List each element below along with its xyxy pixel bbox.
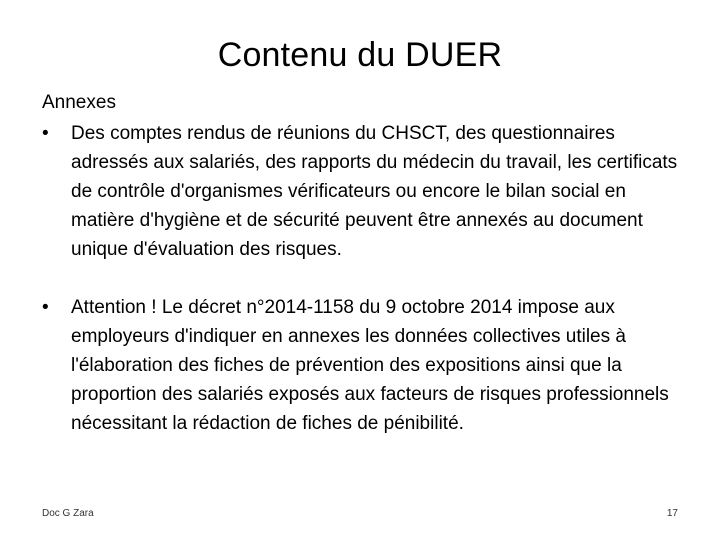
bullet-marker: •: [42, 297, 49, 318]
bullet-text: Des comptes rendus de réunions du CHSCT, des questionnaires adressés aux salariés, des rapports du médecin du travail, les certificats de contrôle d'organismes vérificateurs ou encore le bilan social en matière d'hygiène et de sécurité peuvent être annexés au document unique d'évaluation des risques.: [71, 123, 678, 260]
bullet-item: [42, 293, 692, 438]
bullet-item: [42, 119, 692, 264]
section-heading: Annexes: [42, 92, 116, 113]
page-number: 17: [666, 508, 678, 519]
footer-author: Doc G Zara: [42, 508, 94, 519]
slide-content: [42, 88, 692, 438]
bullet-text: Attention ! Le décret n°2014-1158 du 9 octobre 2014 impose aux employeurs d'indiquer en annexes les données collectives utiles à l'élaboration des fiches de prévention des expositions ainsi que la proportion des salariés exposés aux facteurs de risques professionnels nécessitant la rédaction de fiches de pénibilité.: [71, 297, 669, 434]
bullet-marker: •: [42, 123, 49, 144]
slide-title: Contenu du DUER: [217, 36, 503, 74]
